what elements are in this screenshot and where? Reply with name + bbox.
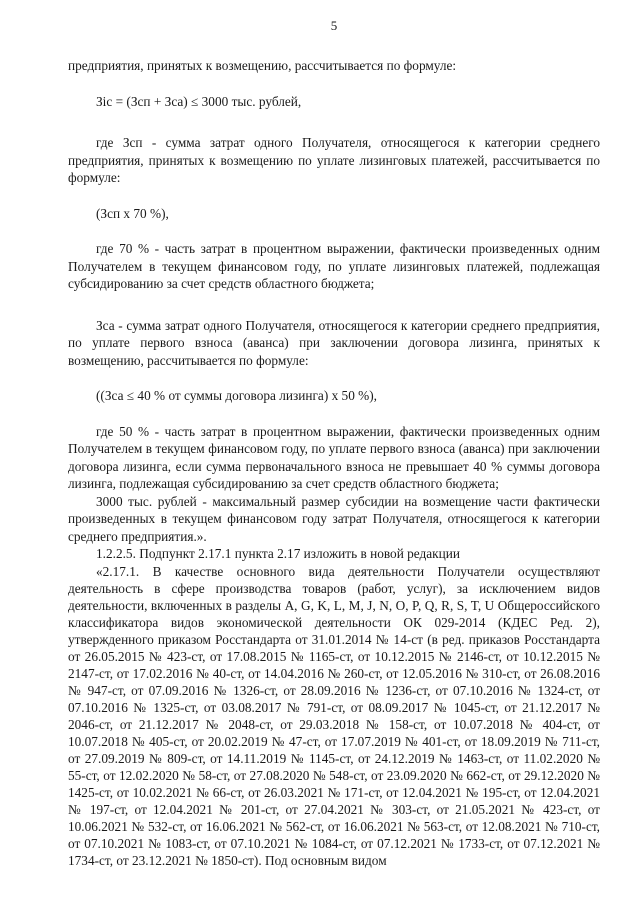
paragraph-continuation: предприятия, принятых к возмещению, рассчитывается по формуле: — [68, 58, 457, 73]
paragraph-amendment-heading: 1.2.2.5. Подпункт 2.17.1 пункта 2.17 изложить в новой редакции — [96, 546, 460, 561]
page-number: 5 — [330, 18, 338, 33]
formula-zsa: ((Зса ≤ 40 % от суммы договора лизинга) x 50 %), — [96, 388, 378, 403]
paragraph-zsp-definition: где Зсп - сумма затрат одного Получателя, относящегося к категории среднего предприятия, принятых к возмещению по уплате лизинговых платежей, рассчитывается по формуле: — [68, 135, 600, 185]
paragraph-50-percent: где 50 % - часть затрат в процентном выражении, фактически произведенных одним Получателем в текущем финансовом году, по уплате первого взноса (аванса) при заключении договора лизинга, если сумма первоначального взноса не превышает 40 % суммы договора лизинга, подлежащая субсидированию за счет средств областного бюджета; — [68, 423, 600, 491]
paragraph-zsa-definition: Зса - сумма затрат одного Получателя, относящегося к категории среднего предприятия, по уплате первого взноса (аванса) при заключении договора лизинга, принятых к возмещению, рассчитывается по формуле: — [68, 317, 600, 368]
document-page — [68, 0, 600, 905]
formula-zsp: (Зсп x 70 %), — [96, 205, 169, 221]
formula-total: Зіс = (Зсп + Зса) ≤ 3000 тыс. рублей, — [96, 93, 302, 109]
paragraph-2-17-1: «2.17.1. В качестве основного вида деятельности Получатели осуществляют деятельность в сфере производства товаров (работ, услуг), за исключением видов деятельности, включенных в разделы A, G, K, L, M, J, N, O, P, Q, R, S, T, U Общероссийского классификатора видов экономической деятельности ОК 029-2014 (КДЕС Ред. 2), утвержденного приказом Росстандарта от 31.01.2014 № 14-ст (в ред. приказов Росстандарта от 26.05.2015 № 423-ст, от 17.08.2015 № 1165-ст, от 10.12.2015 № 2146-ст, от 10.12.2015 № 2147-ст, от 17.02.2016 № 40-ст, от 14.04.2016 № 260-ст, от 12.05.2016 № 310-ст, от 26.08.2016 № 947-ст, от 07.09.2016 № 1326-ст, от 28.09.2016 № 1236-ст, от 07.10.2016 № 1324-ст, от 07.10.2016 № 1325-ст, от 03.08.2017 № 791-ст, от 08.09.2017 № 1045-ст, от 21.12.2017 № 2046-ст, от 21.12.2017 № 2048-ст, от 29.03.2018 № 158-ст, от 10.07.2018 № 404-ст, от 10.07.2018 № 405-ст, от 20.02.2019 № 47-ст, от 17.07.2019 № 401-ст, от 18.09.2019 № 711-ст, от 27.09.2019 № 809-ст, от 14.11.2019 № 1145-ст, от 24.12.2019 № 1463-ст, от 11.02.2020 № 55-ст, от 12.02.2020 № 58-ст, от 27.08.2020 № 548-ст, от 23.09.2020 № 662-ст, от 29.12.2020 № 1425-ст, от 10.02.2021 № 66-ст, от 26.03.2021 № 171-ст, от 12.04.2021 № 195-ст, от 12.04.2021 № 197-ст, от 12.04.2021 № 201-ст, от 27.04.2021 № 303-ст, от 21.05.2021 № 423-ст, от 10.06.2021 № 532-ст, от 16.06.2021 № 562-ст, от 16.06.2021 № 563-ст, от 12.08.2021 № 710-ст, от 07.10.2021 № 1083-ст, от 07.10.2021 № 1084-ст, от 07.12.2021 № 1733-ст, от 07.12.2021 № 1734-ст, от 23.12.2021 № 1850-ст). Под основным видом — [68, 563, 600, 868]
document-body — [68, 57, 600, 869]
paragraph-70-percent: где 70 % - часть затрат в процентном выражении, фактически произведенных одним Получателем в текущем финансовом году, по уплате лизинговых платежей, подлежащая субсидированию за счет средств областного бюджета; — [68, 241, 600, 291]
paragraph-max-subsidy: 3000 тыс. рублей - максимальный размер субсидии на возмещение части фактически произведенных в текущем финансовом году затрат Получателя, относящегося к категории среднего предприятия.». — [68, 493, 600, 544]
